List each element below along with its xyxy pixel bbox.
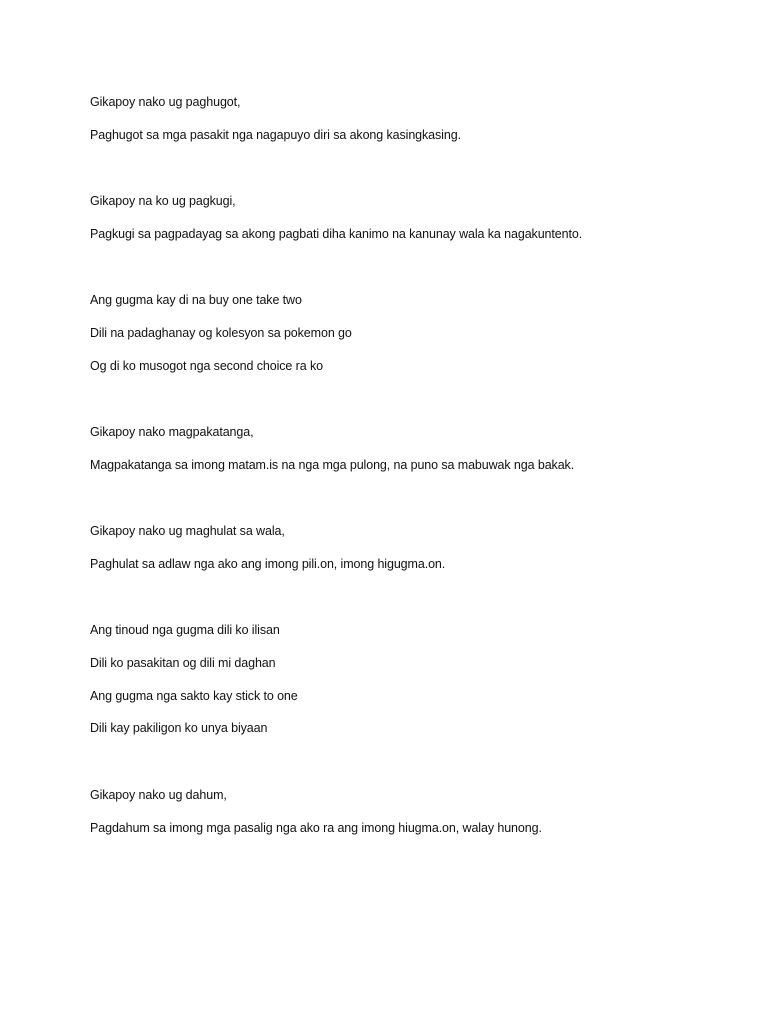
poem-line: Og di ko musogot nga second choice ra ko [90,359,323,373]
poem-line: Ang tinoud nga gugma dili ko ilisan [90,623,280,637]
poem-line: Paghulat sa adlaw nga ako ang imong pili.on, imong higugma.on. [90,557,446,571]
poem-line: Gikapoy nako ug dahum, [90,788,227,802]
poem-line: Dili kay pakiligon ko unya biyaan [90,721,268,735]
poem-line: Gikapoy nako ug maghulat sa wala, [90,524,285,538]
poem-line: Gikapoy nako ug paghugot, [90,95,241,109]
poem-line: Ang gugma kay di na buy one take two [90,293,302,307]
poem-line: Ang gugma nga sakto kay stick to one [90,689,298,703]
poem-line: Pagkugi sa pagpadayag sa akong pagbati diha kanimo na kanunay wala ka nagakuntento. [90,227,583,241]
poem-line: Gikapoy na ko ug pagkugi, [90,194,236,208]
poem-line: Dili ko pasakitan og dili mi daghan [90,656,276,670]
poem-line: Dili na padaghanay og kolesyon sa pokemon go [90,326,352,340]
poem-line: Paghugot sa mga pasakit nga nagapuyo diri sa akong kasingkasing. [90,128,461,142]
poem-line: Pagdahum sa imong mga pasalig nga ako ra ang imong hiugma.on, walay hunong. [90,821,542,835]
poem-line: Magpakatanga sa imong matam.is na nga mga pulong, na puno sa mabuwak nga bakak. [90,458,575,472]
poem-line: Gikapoy nako magpakatanga, [90,425,254,439]
